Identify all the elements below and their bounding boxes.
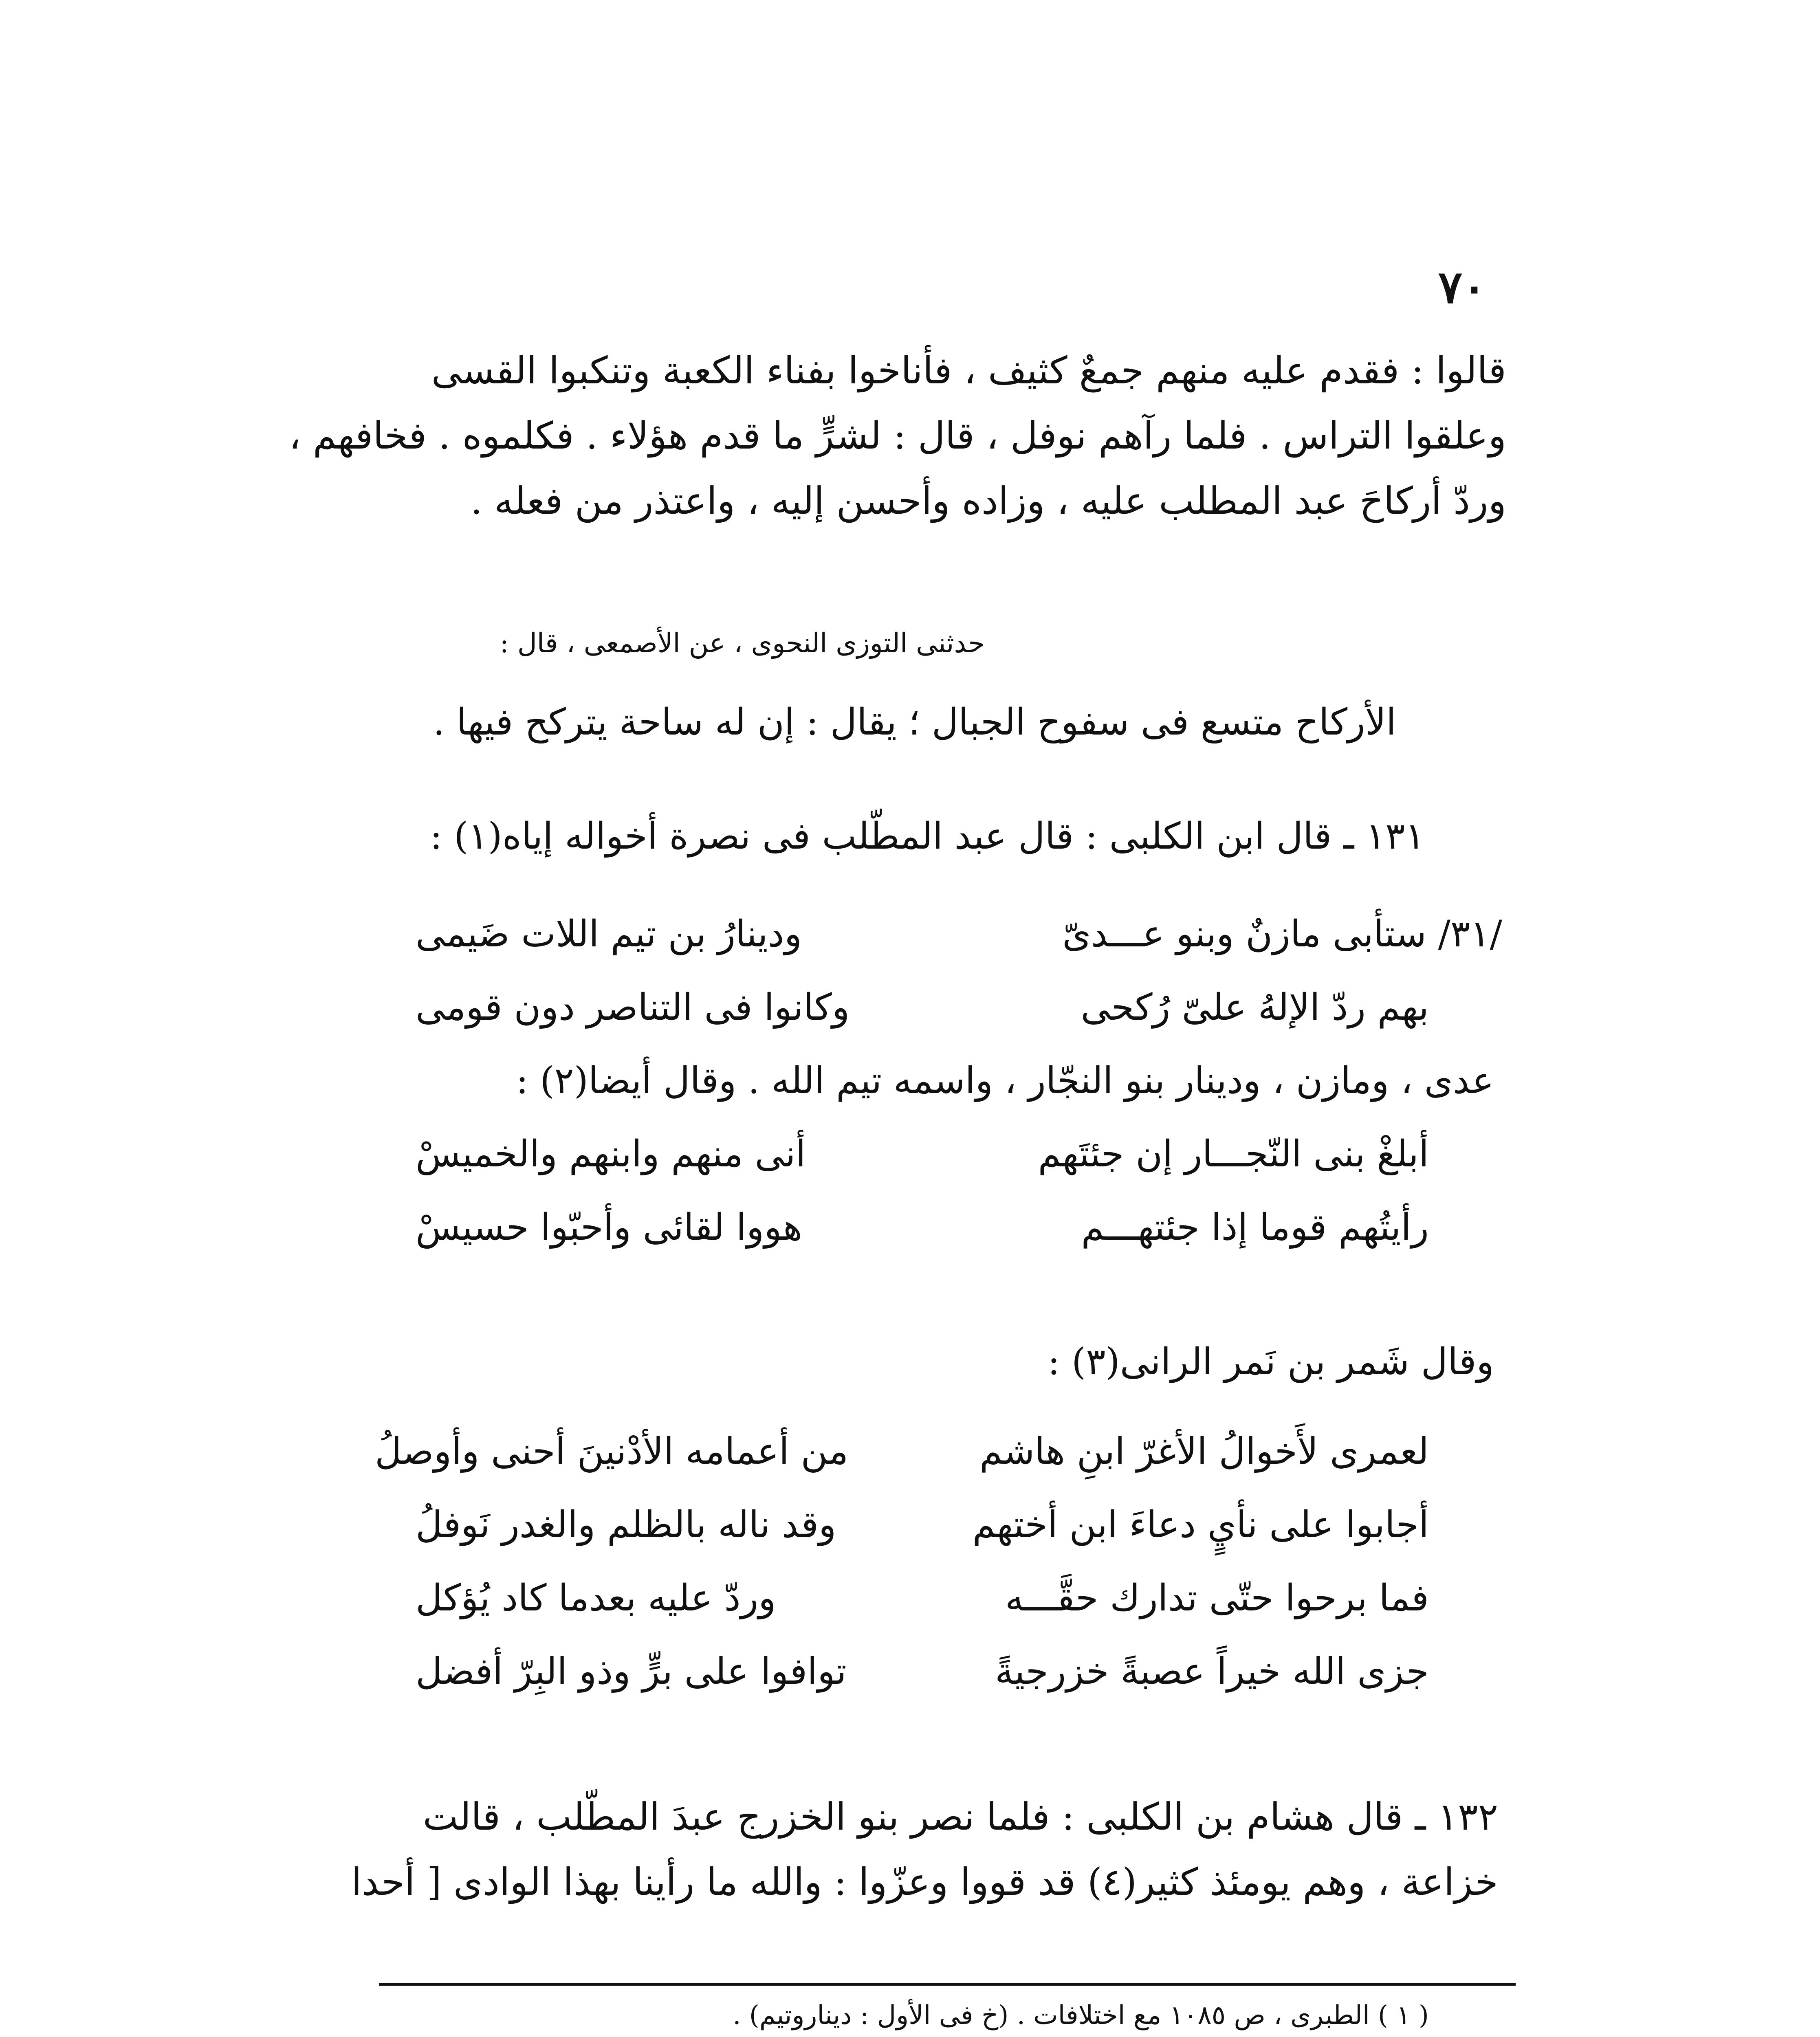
isnad-line: حدثنى التوزى النحوى ، عن الأصمعى ، قال : (500, 627, 985, 659)
verse-right-hemistich: لعمرى لأَخوالُ الأغرّ ابنِ هاشم (979, 1430, 1429, 1473)
footnote-separator (379, 1983, 1516, 1986)
paragraph-line: وعلقوا التراس . فلما رآهم نوفل ، قال : لشرٍّ ما قدم هؤلاء . فكلموه . فخافهم ، (288, 414, 1506, 458)
paragraph-line: خزاعة ، وهم يومئذ كثير(٤) قد قووا وعزّوا : والله ما رأينا بهذا الوادى [ أحدا (351, 1860, 1498, 1904)
names-note: عدى ، ومازن ، ودينار بنو النجّار ، واسمه تيم الله . وقال أيضا(٢) : (516, 1059, 1494, 1102)
verse-left-hemistich: من أعمامه الأدْنينَ أحنى وأوصلُ (375, 1430, 849, 1473)
verse-right-hemistich: أجابوا على نأيٍ دعاءَ ابن أختهم (972, 1503, 1429, 1546)
section-132-paragraph (308, 1784, 1498, 1915)
verse-right-hemistich: فما برحوا حتّى تدارك حقَّـــه (1005, 1577, 1429, 1619)
verse-right-hemistich: بهم ردّ الإلهُ علىّ رُكحى (1081, 986, 1429, 1029)
paragraph-line: ١٣٢ ـ قال هشام بن الكلبى : فلما نصر بنو الخزرج عبدَ المطّلب ، قالت (423, 1795, 1498, 1839)
section-131-heading: ١٣١ ـ قال ابن الكلبى : قال عبد المطّلب فى نصرة أخواله إياه(١) : (430, 815, 1425, 858)
opening-paragraph (288, 338, 1506, 534)
verse-left-hemistich: وقد ناله بالظلم والغدر نَوفلُ (416, 1503, 836, 1546)
verse-left-hemistich: ودينارُ بن تيم اللات ضَيمى (416, 913, 802, 955)
gloss-line: الأركاح متسع فى سفوح الجبال ؛ يقال : إن له ساحة يتركح فيها . (433, 701, 1396, 744)
page-number: ٧٠ (1438, 261, 1487, 313)
paragraph-line: وردّ أركاحَ عبد المطلب عليه ، وزاده وأحسن إليه ، واعتذر من فعله . (470, 479, 1506, 523)
paragraph-line: قالوا : فقدم عليه منهم جمعٌ كثيف ، فأناخوا بفناء الكعبة وتنكبوا القسى (431, 349, 1506, 392)
verse-left-hemistich: توافوا على برٍّ وذو البِرّ أفضل (416, 1650, 847, 1693)
verse-right-hemistich: /٣١/ ستأبى مازنٌ وبنو عـــدىّ (1062, 913, 1502, 955)
verse-right-hemistich: جزى الله خيراً عصبةً خزرجيةً (995, 1650, 1429, 1693)
verse-left-hemistich: هووا لقائى وأحبّوا حسيسْ (416, 1206, 803, 1249)
shamir-intro: وقال شَمر بن نَمر الرانى(٣) : (1048, 1340, 1494, 1383)
verse-left-hemistich: وكانوا فى التناصر دون قومى (416, 986, 850, 1029)
verse-left-hemistich: وردّ عليه بعدما كاد يُؤكل (416, 1577, 776, 1619)
verse-right-hemistich: رأيتُهم قوما إذا جئتهـــم (1081, 1206, 1429, 1249)
footnote: ( ١ ) الطبرى ، ص ١٠٨٥ مع اختلافات . (خ فى الأول : ديناروتيم) . (733, 2000, 1429, 2030)
verse-left-hemistich: أنى منهم وابنهم والخميسْ (416, 1133, 806, 1175)
verse-right-hemistich: أبلغْ بنى النّجـــار إن جئتَهم (1038, 1133, 1429, 1175)
